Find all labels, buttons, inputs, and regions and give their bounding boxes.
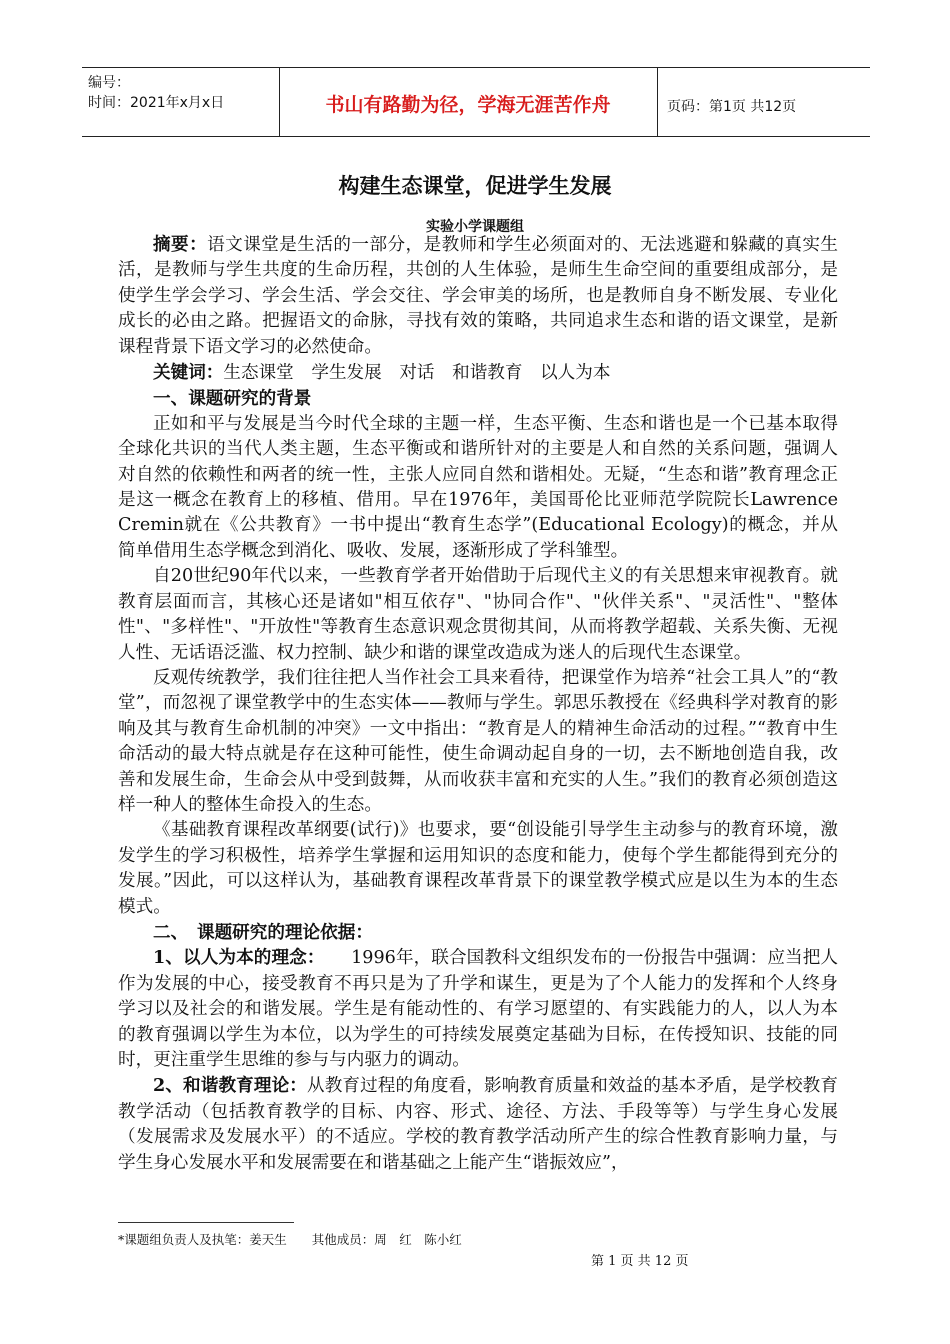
section1-heading: 一、课题研究的背景: [153, 388, 312, 410]
section1-paragraph: 自20世纪90年代以来，一些教育学者开始借助于后现代主义的有关思想来审视教育。就教育层面而言，其核心还是诸如"相互依存"、"协同合作"、"伙伴关系"、"灵活性"、"整体性"、"多样性"、"开放性"等教育生态意识观念贯彻其间，从而将教学超载、关系失衡、无视人性、无话语泛滥、权力控制、缺少和谐的课堂改造成为迷人的后现代生态课堂。: [118, 566, 838, 663]
footnote-divider: [118, 1222, 294, 1223]
document-header-table: [82, 67, 870, 137]
time-label: 时间：2021年x月x日: [88, 95, 225, 111]
header-meta-cell: [82, 68, 280, 136]
keywords-text: 生态课堂 学生发展 对话 和谐教育 以人为本: [223, 363, 611, 384]
keywords-label: 关键词：: [153, 362, 224, 384]
abstract-text: 语文课堂是生活的一部分，是教师和学生必须面对的、无法逃避和躲藏的真实生活，是教师与学生共度的生命历程，共创的人生体验，是师生生命空间的重要组成部分，是使学生学会学习、学会生活、学会交往、学会审美的场所，也是教师自身不断发展、专业化成长的必由之路。把握语文的命脉，寻找有效的策略，共同追求生态和谐的语文课堂，是新课程背景下语文学习的必然使命。: [118, 235, 838, 357]
document-title: 构建生态课堂，促进学生发展: [338, 174, 612, 198]
abstract-paragraph: [118, 232, 838, 360]
section1-paragraph: 《基础教育课程改革纲要(试行)》也要求，要“创设能引导学生主动参与的教育环境，激发学生的学习积极性，培养学生掌握和运用知识的态度和能力，使每个学生都能得到充分的发展。”因此，可以这样认为，基础教育课程改革背景下的课堂教学模式应是以生为本的生态模式。: [118, 820, 838, 917]
keywords-paragraph: [118, 360, 838, 386]
section1-paragraph: 正如和平与发展是当今时代全球的主题一样，生态平衡、生态和谐也是一个已基本取得全球化共识的当代人类主题，生态平衡或和谐所针对的主要是人和自然的关系问题，强调人对自然的依赖性和两者的统一性，主张人应同自然和谐相处。无疑，“生态和谐”教育理念正是这一概念在教育上的移植、借用。早在1976年，美国哥伦比亚师范学院院长Lawrence Cremin就在《公共教育》一书中提出“教育生态学”(Educational Ecology)的概念，并从简单借用生态学概念到消化、吸收、发展，逐渐形成了学科雏型。: [118, 413, 838, 561]
section2-item2: [118, 1073, 838, 1176]
author-line: 实验小学课题组: [426, 219, 524, 235]
number-label: 编号：: [88, 75, 130, 91]
section2-item1: [118, 945, 838, 1073]
item2-label: 2、和谐教育理论：: [153, 1075, 307, 1097]
item2-text: 从教育过程的角度看，影响教育质量和效益的基本矛盾，是学校教育教学活动（包括教育教学的目标、内容、形式、途径、方法、手段等等）与学生身心发展（发展需求及发展水平）的不适应。学校的教育教学活动所产生的综合性教育影响力量，与学生身心发展水平和发展需要在和谐基础之上能产生“谐振效应”，: [118, 1076, 838, 1173]
motto-text: 书山有路勤为径，学海无涯苦作舟: [325, 94, 611, 116]
footnote: *课题组负责人及执笔：姜天生 其他成员：周 红 陈小红: [118, 1232, 462, 1247]
item1-text: 1996年，联合国教科文组织发布的一份报告中强调：应当把人作为发展的中心，接受教育不再只是为了升学和谋生，更是为了个人能力的发挥和个人终身学习以及社会的和谐发展。学生是有能动性的、有学习愿望的、有实践能力的人，以人为本的教育强调以学生为本位，以为学生的可持续发展奠定基础为目标，在传授知识、技能的同时，更注重学生思维的参与与内驱力的调动。: [118, 948, 838, 1070]
document-body: [118, 232, 838, 1176]
page-info: 页码：第1页 共12页: [667, 99, 797, 115]
header-page-cell: [657, 68, 870, 136]
header-motto-cell: [279, 68, 658, 136]
item1-label: 1、以人为本的理念：: [153, 947, 316, 969]
page-footer: 第 1 页 共 12 页: [591, 1254, 689, 1269]
section1-paragraph: 反观传统教学，我们往往把人当作社会工具来看待，把课堂作为培养“社会工具人”的“教堂”，而忽视了课堂教学中的生态实体——教师与学生。郭思乐教授在《经典科学对教育的影响及其与教育生命机制的冲突》一文中指出：“教育是人的精神生命活动的过程。”“教育中生命活动的最大特点就是存在这种可能性，使生命调动起自身的一切，去不断地创造自我，改善和发展生命，生命会从中受到鼓舞，从而收获丰富和充实的人生。”我们的教育必须创造这样一种人的整体生命投入的生态。: [118, 667, 838, 815]
abstract-label: 摘要：: [153, 234, 208, 255]
section2-heading: 二、 课题研究的理论依据：: [153, 921, 373, 943]
